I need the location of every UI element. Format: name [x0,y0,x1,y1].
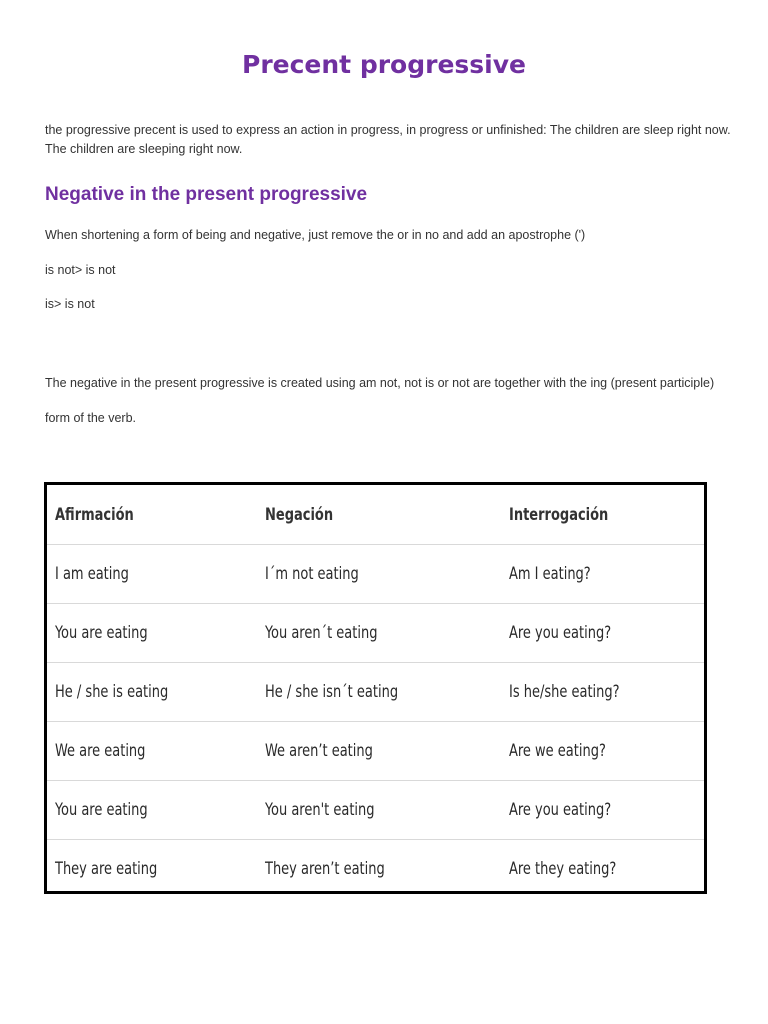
negation-cell: He / she isn´t eating [257,663,501,722]
page-title: Precent progressive [242,50,526,79]
affirmation-cell: They are eating [55,859,158,879]
table-row [47,604,704,663]
example-line-1: is not> is not [45,263,116,277]
header-negation: Negación [257,485,501,545]
affirmation-cell: We are eating [47,722,257,781]
interrogation-cell: Is he/she eating? [501,663,704,722]
affirmation-cell: I am eating [47,545,257,604]
negative-rule-paragraph: The negative in the present progressive is created using am not, not is or not are together with the ing (present participle) form of the verb. [45,376,715,425]
table-header-row [47,485,704,545]
section-heading: Negative in the present progressive [45,184,368,205]
negation-cell: You aren´t eating [257,604,501,663]
affirmation-cell: He / she is eating [47,663,257,722]
interrogation-cell: Am I eating? [501,545,704,604]
interrogation-cell: Are you eating? [501,604,704,663]
table-row [47,545,704,604]
header-interrogation: Interrogación [501,485,704,545]
negation-cell: We aren’t eating [257,722,501,781]
interrogation-cell: Are they eating? [509,859,617,879]
table-row [47,781,704,840]
example-line-2: is> is not [45,297,95,311]
negation-cell: I´m not eating [257,545,501,604]
interrogation-cell: Are you eating? [501,781,704,840]
intro-paragraph: the progressive precent is used to express an action in progress, in progress or unfinished: The children are sleep right now. The children are sleeping right now. [45,123,731,156]
affirmation-cell: You are eating [47,604,257,663]
negation-cell: You aren't eating [257,781,501,840]
interrogation-cell: Are we eating? [501,722,704,781]
header-affirmation: Afirmación [47,485,257,545]
table-row [47,663,704,722]
conjugation-table [44,482,707,894]
table-row [47,840,704,899]
conjugation-table-grid [47,485,704,898]
affirmation-cell: You are eating [47,781,257,840]
table-row [47,722,704,781]
shortening-note: When shortening a form of being and negative, just remove the or in no and add an apostrophe (') [45,228,586,242]
negation-cell: They aren’t eating [265,859,385,879]
